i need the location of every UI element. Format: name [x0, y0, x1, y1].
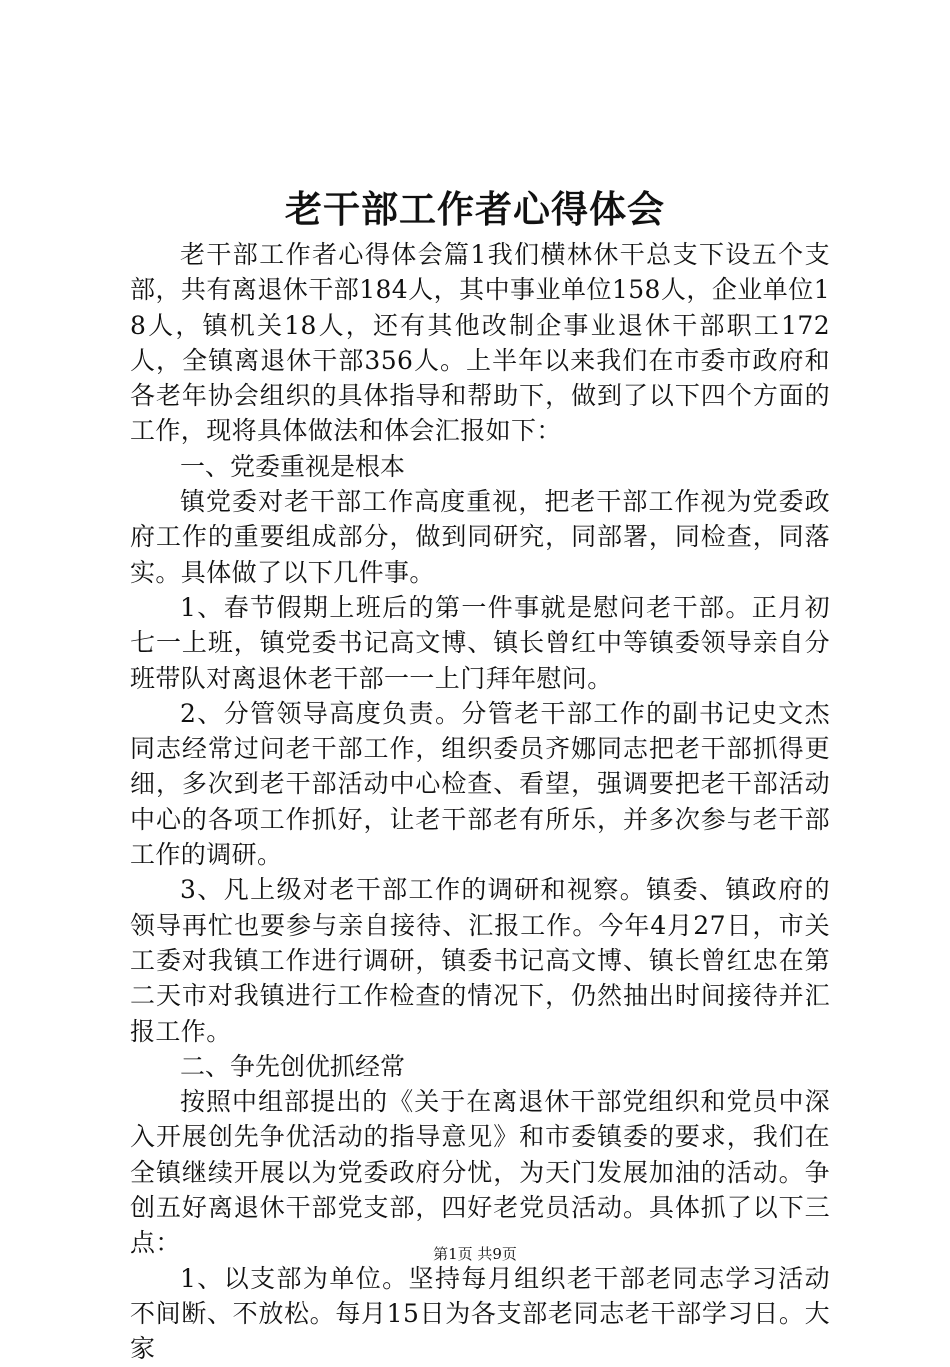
paragraph-item-2: 2、分管领导高度负责。分管老干部工作的副书记史文杰同志经常过问老干部工作，组织委员齐娜同志把老干部抓得更细，多次到老干部活动中心检查、看望，强调要把老干部活动中心的各项工作抓好，让老干部老有所乐，并多次参与老干部工作的调研。: [130, 698, 830, 870]
paragraph-section2-item-1: 1、以支部为单位。坚持每月组织老干部老同志学习活动不间断、不放松。每月15日为各支部老同志老干部学习日。大家: [130, 1263, 830, 1364]
paragraph-item-1: 1、春节假期上班后的第一件事就是慰问老干部。正月初七一上班，镇党委书记高文博、镇长曾红中等镇委领导亲自分班带队对离退休老干部一一上门拜年慰问。: [130, 592, 830, 693]
section-heading-2: 二、争先创优抓经常: [180, 1051, 406, 1081]
page-footer: 第1页 共9页: [433, 1245, 517, 1263]
section-heading-1: 一、党委重视是根本: [180, 451, 406, 481]
paragraph-intro: 老干部工作者心得体会篇1我们横林休干总支下设五个支部，共有离退休干部184人，其中事业单位158人，企业单位18人，镇机关18人，还有其他改制企事业退休干部职工172人，全镇离退休干部356人。上半年以来我们在市委市政府和各老年协会组织的具体指导和帮助下，做到了以下四个方面的工作，现将具体做法和体会汇报如下：: [130, 240, 830, 446]
document-body: [130, 237, 830, 1367]
document-title: 老干部工作者心得体会: [285, 187, 665, 231]
paragraph-section1-intro: 镇党委对老干部工作高度重视，把老干部工作视为党委政府工作的重要组成部分，做到同研究，同部署，同检查，同落实。具体做了以下几件事。: [130, 487, 830, 587]
paragraph-section2-intro: 按照中组部提出的《关于在离退休干部党组织和党员中深入开展创先争优活动的指导意见》和市委镇委的要求，我们在全镇继续开展以为党委政府分忧，为天门发展加油的活动。争创五好离退休干部党支部，四好老党员活动。具体抓了以下三点：: [130, 1087, 830, 1258]
paragraph-item-3: 3、凡上级对老干部工作的调研和视察。镇委、镇政府的领导再忙也要参与亲自接待、汇报工作。今年4月27日，市关工委对我镇工作进行调研，镇委书记高文博、镇长曾红忠在第二天市对我镇进行工作检查的情况下，仍然抽出时间接待并汇报工作。: [130, 875, 830, 1046]
